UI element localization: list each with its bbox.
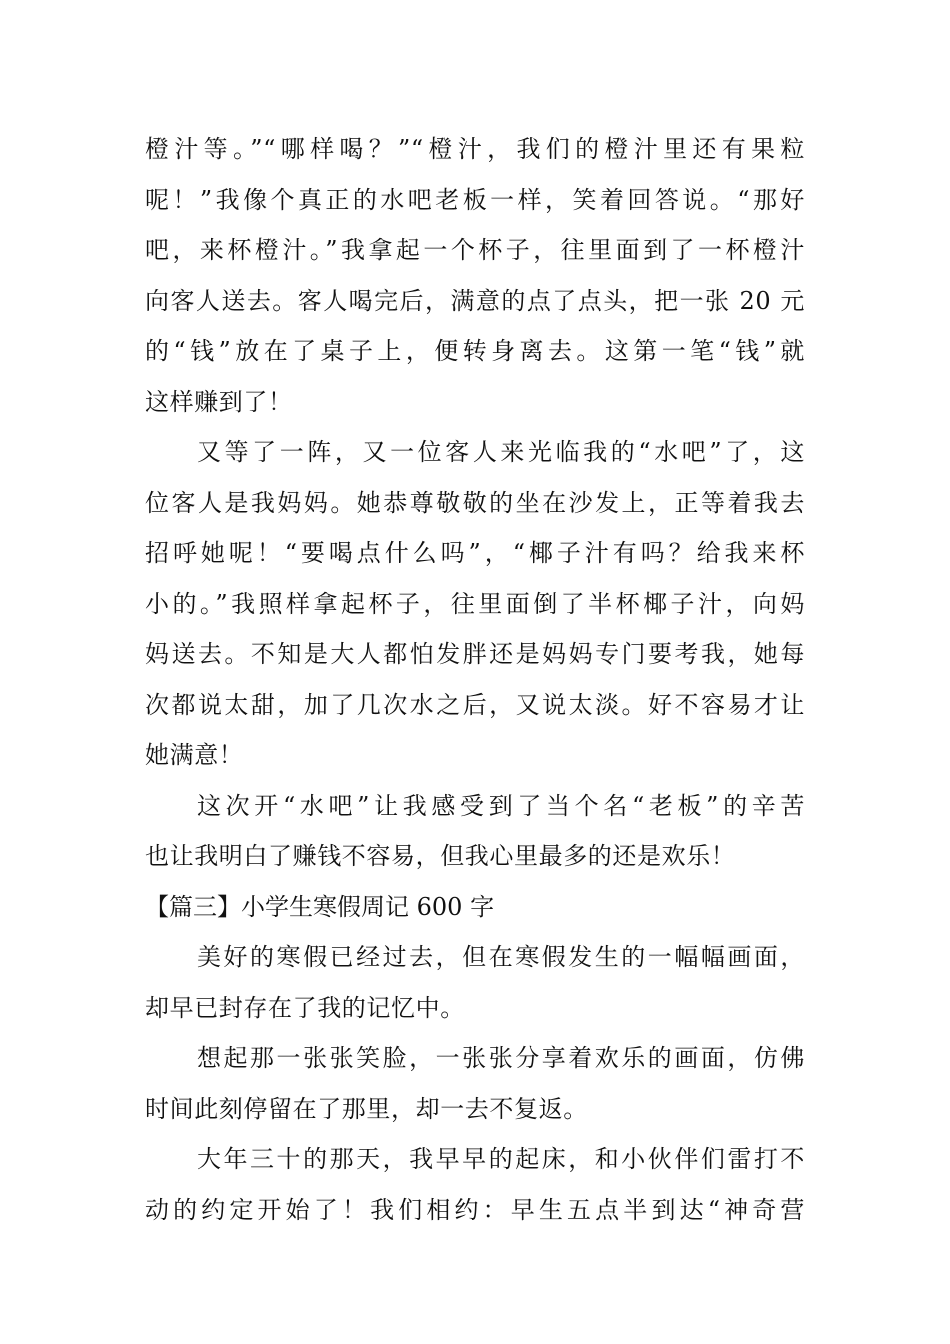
text-line: 吧，来杯橙汁。”我拿起一个杯子，往里面到了一杯橙汁 xyxy=(145,236,805,264)
paragraph xyxy=(145,124,805,427)
text-line: 她满意！ xyxy=(145,741,244,769)
text-line: 的“钱”放在了桌子上，便转身离去。这第一笔“钱”就 xyxy=(145,337,805,365)
text-line: 大年三十的那天，我早早的起床，和小伙伴们雷打不 xyxy=(197,1145,805,1173)
text-line: 动的约定开始了！我们相约：早生五点半到达“神奇营 xyxy=(145,1195,805,1224)
text-line: 这样赚到了！ xyxy=(145,387,293,416)
text-line: 位客人是我妈妈。她恭尊敬敬的坐在沙发上，正等着我去 xyxy=(145,488,805,517)
text-line: 美好的寒假已经过去，但在寒假发生的一幅幅画面， xyxy=(197,943,805,971)
text-line: 却早已封存在了我的记忆中。 xyxy=(145,993,465,1022)
paragraph xyxy=(145,427,805,781)
text-line: 橙汁等。”“哪样喝？”“橙汁，我们的橙汁里还有果粒 xyxy=(145,135,805,163)
text-line: 呢！”我像个真正的水吧老板一样，笑着回答说。“那好 xyxy=(145,185,805,214)
section-heading: 【篇三】小学生寒假周记 600 字 xyxy=(145,892,495,921)
text-line: 也让我明白了赚钱不容易，但我心里最多的还是欢乐！ xyxy=(145,842,736,870)
text-line: 次都说太甜，加了几次水之后，又说太淡。好不容易才让 xyxy=(145,690,805,719)
text-line: 又等了一阵，又一位客人来光临我的“水吧”了，这 xyxy=(197,438,805,466)
paragraph xyxy=(145,781,805,882)
text-line: 招呼她呢！“要喝点什么吗”，“椰子汁有吗？给我来杯 xyxy=(145,539,805,567)
text-line: 这次开“水吧”让我感受到了当个名“老板”的辛苦 xyxy=(197,791,805,820)
text-line: 向客人送去。客人喝完后，满意的点了点头，把一张 20 元 xyxy=(145,286,805,315)
paragraph xyxy=(145,1134,805,1235)
text-line: 妈送去。不知是大人都怕发胖还是妈妈专门要考我，她每 xyxy=(145,640,805,668)
document-page xyxy=(145,124,805,1235)
text-line: 小的。”我照样拿起杯子，往里面倒了半杯椰子汁，向妈 xyxy=(145,589,805,618)
paragraph xyxy=(145,1033,805,1134)
paragraph xyxy=(145,932,805,1033)
text-line: 想起那一张张笑脸，一张张分享着欢乐的画面，仿佛 xyxy=(197,1044,805,1072)
text-line: 时间此刻停留在了那里，却一去不复返。 xyxy=(145,1094,588,1123)
